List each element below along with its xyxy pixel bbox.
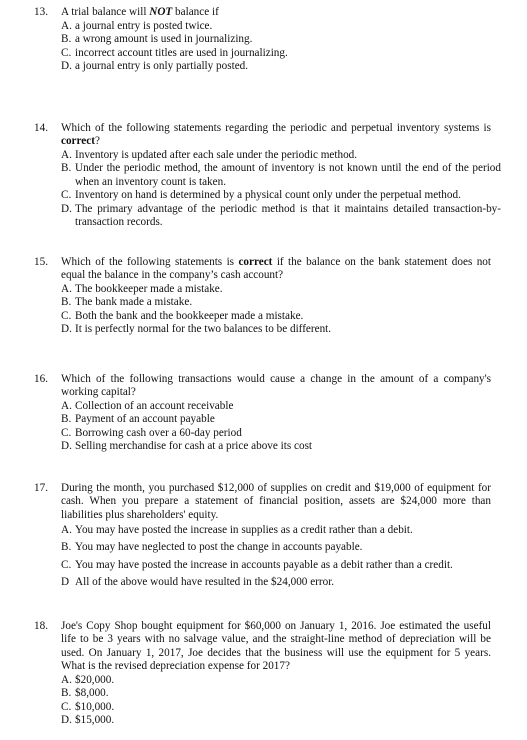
option-a: A. $20,000.	[61, 674, 115, 686]
question-number: 15.	[34, 256, 48, 268]
option-c: C. $10,000.	[61, 700, 115, 713]
answer-options	[61, 149, 501, 229]
option-a: A. The bookkeeper made a mistake.	[61, 283, 223, 295]
option-c: C. incorrect account titles are used in journalizing.	[61, 46, 288, 59]
option-c: C. Borrowing cash over a 60-day period	[61, 426, 242, 439]
question-number: 16.	[34, 373, 48, 385]
option-b: B. The bank made a mistake.	[61, 296, 193, 309]
option-b: B. You may have neglected to post the change in accounts payable.	[61, 541, 363, 554]
option-c: C. Inventory on hand is determined by a physical count only under the perpetual method.	[61, 189, 461, 202]
question-stem: Which of the following transactions would cause a change in the amount of a company's working capital?	[61, 373, 491, 399]
question-number: 14.	[34, 122, 48, 134]
question-stem: During the month, you purchased $12,000 of supplies on credit and $19,000 of equipment for cash. When you prepare a statement of financial position, assets are $24,000 more than liabilities plus shareholders' equity.	[61, 482, 491, 521]
option-d: D. Selling merchandise for cash at a price above its cost	[61, 440, 313, 453]
question-stem: Joe's Copy Shop bought equipment for $60,000 on January 1, 2016. Joe estimated the useful life to be 3 years with no salvage value, and the straight-line method of depreciation will be used. On January 1, 2017, Joe decides that the business will use the equipment for 5 years. What is the revised depreciation expense for 2017?	[61, 620, 491, 673]
option-b: B. a wrong amount is used in journalizing.	[61, 33, 253, 46]
option-a: A. Collection of an account receivable	[61, 400, 234, 412]
option-d: D. a journal entry is only partially posted.	[61, 60, 249, 73]
answer-options	[61, 524, 501, 594]
option-a: A. Inventory is updated after each sale under the periodic method.	[61, 149, 358, 161]
option-d: D. It is perfectly normal for the two balances to be different.	[61, 323, 332, 336]
option-a: A. a journal entry is posted twice.	[61, 20, 213, 32]
answer-options	[61, 400, 501, 454]
option-b: B. $8,000.	[61, 687, 109, 700]
answer-options	[61, 674, 501, 728]
question-number: 17.	[34, 482, 48, 494]
question-stem: A trial balance will NOT balance if	[61, 6, 219, 18]
option-c: C. You may have posted the increase in accounts payable as a debit rather than a credit.	[61, 558, 453, 571]
option-a: A. You may have posted the increase in supplies as a credit rather than a debit.	[61, 524, 413, 536]
question-stem: Which of the following statements is correct if the balance on the bank statement does not equal the balance in the company’s cash account?	[61, 256, 492, 282]
option-c: C. Both the bank and the bookkeeper made a mistake.	[61, 309, 304, 322]
option-b: B. Payment of an account payable	[61, 413, 215, 426]
option-d: D. $15,000.	[61, 714, 115, 727]
answer-options	[61, 283, 501, 337]
question-number: 13.	[34, 6, 48, 18]
option-d: D. The primary advantage of the periodic method is that it maintains detailed transaction-by-transaction records.	[61, 202, 501, 229]
question-stem: Which of the following statements regarding the periodic and perpetual inventory systems is correct?	[61, 122, 491, 148]
option-b: B. Under the periodic method, the amount of inventory is not known until the end of the period when an inventory count is taken.	[61, 162, 501, 188]
answer-options	[61, 20, 501, 74]
option-d: D All of the above would have resulted in the $24,000 error.	[61, 576, 335, 589]
question-number: 18.	[34, 620, 48, 632]
